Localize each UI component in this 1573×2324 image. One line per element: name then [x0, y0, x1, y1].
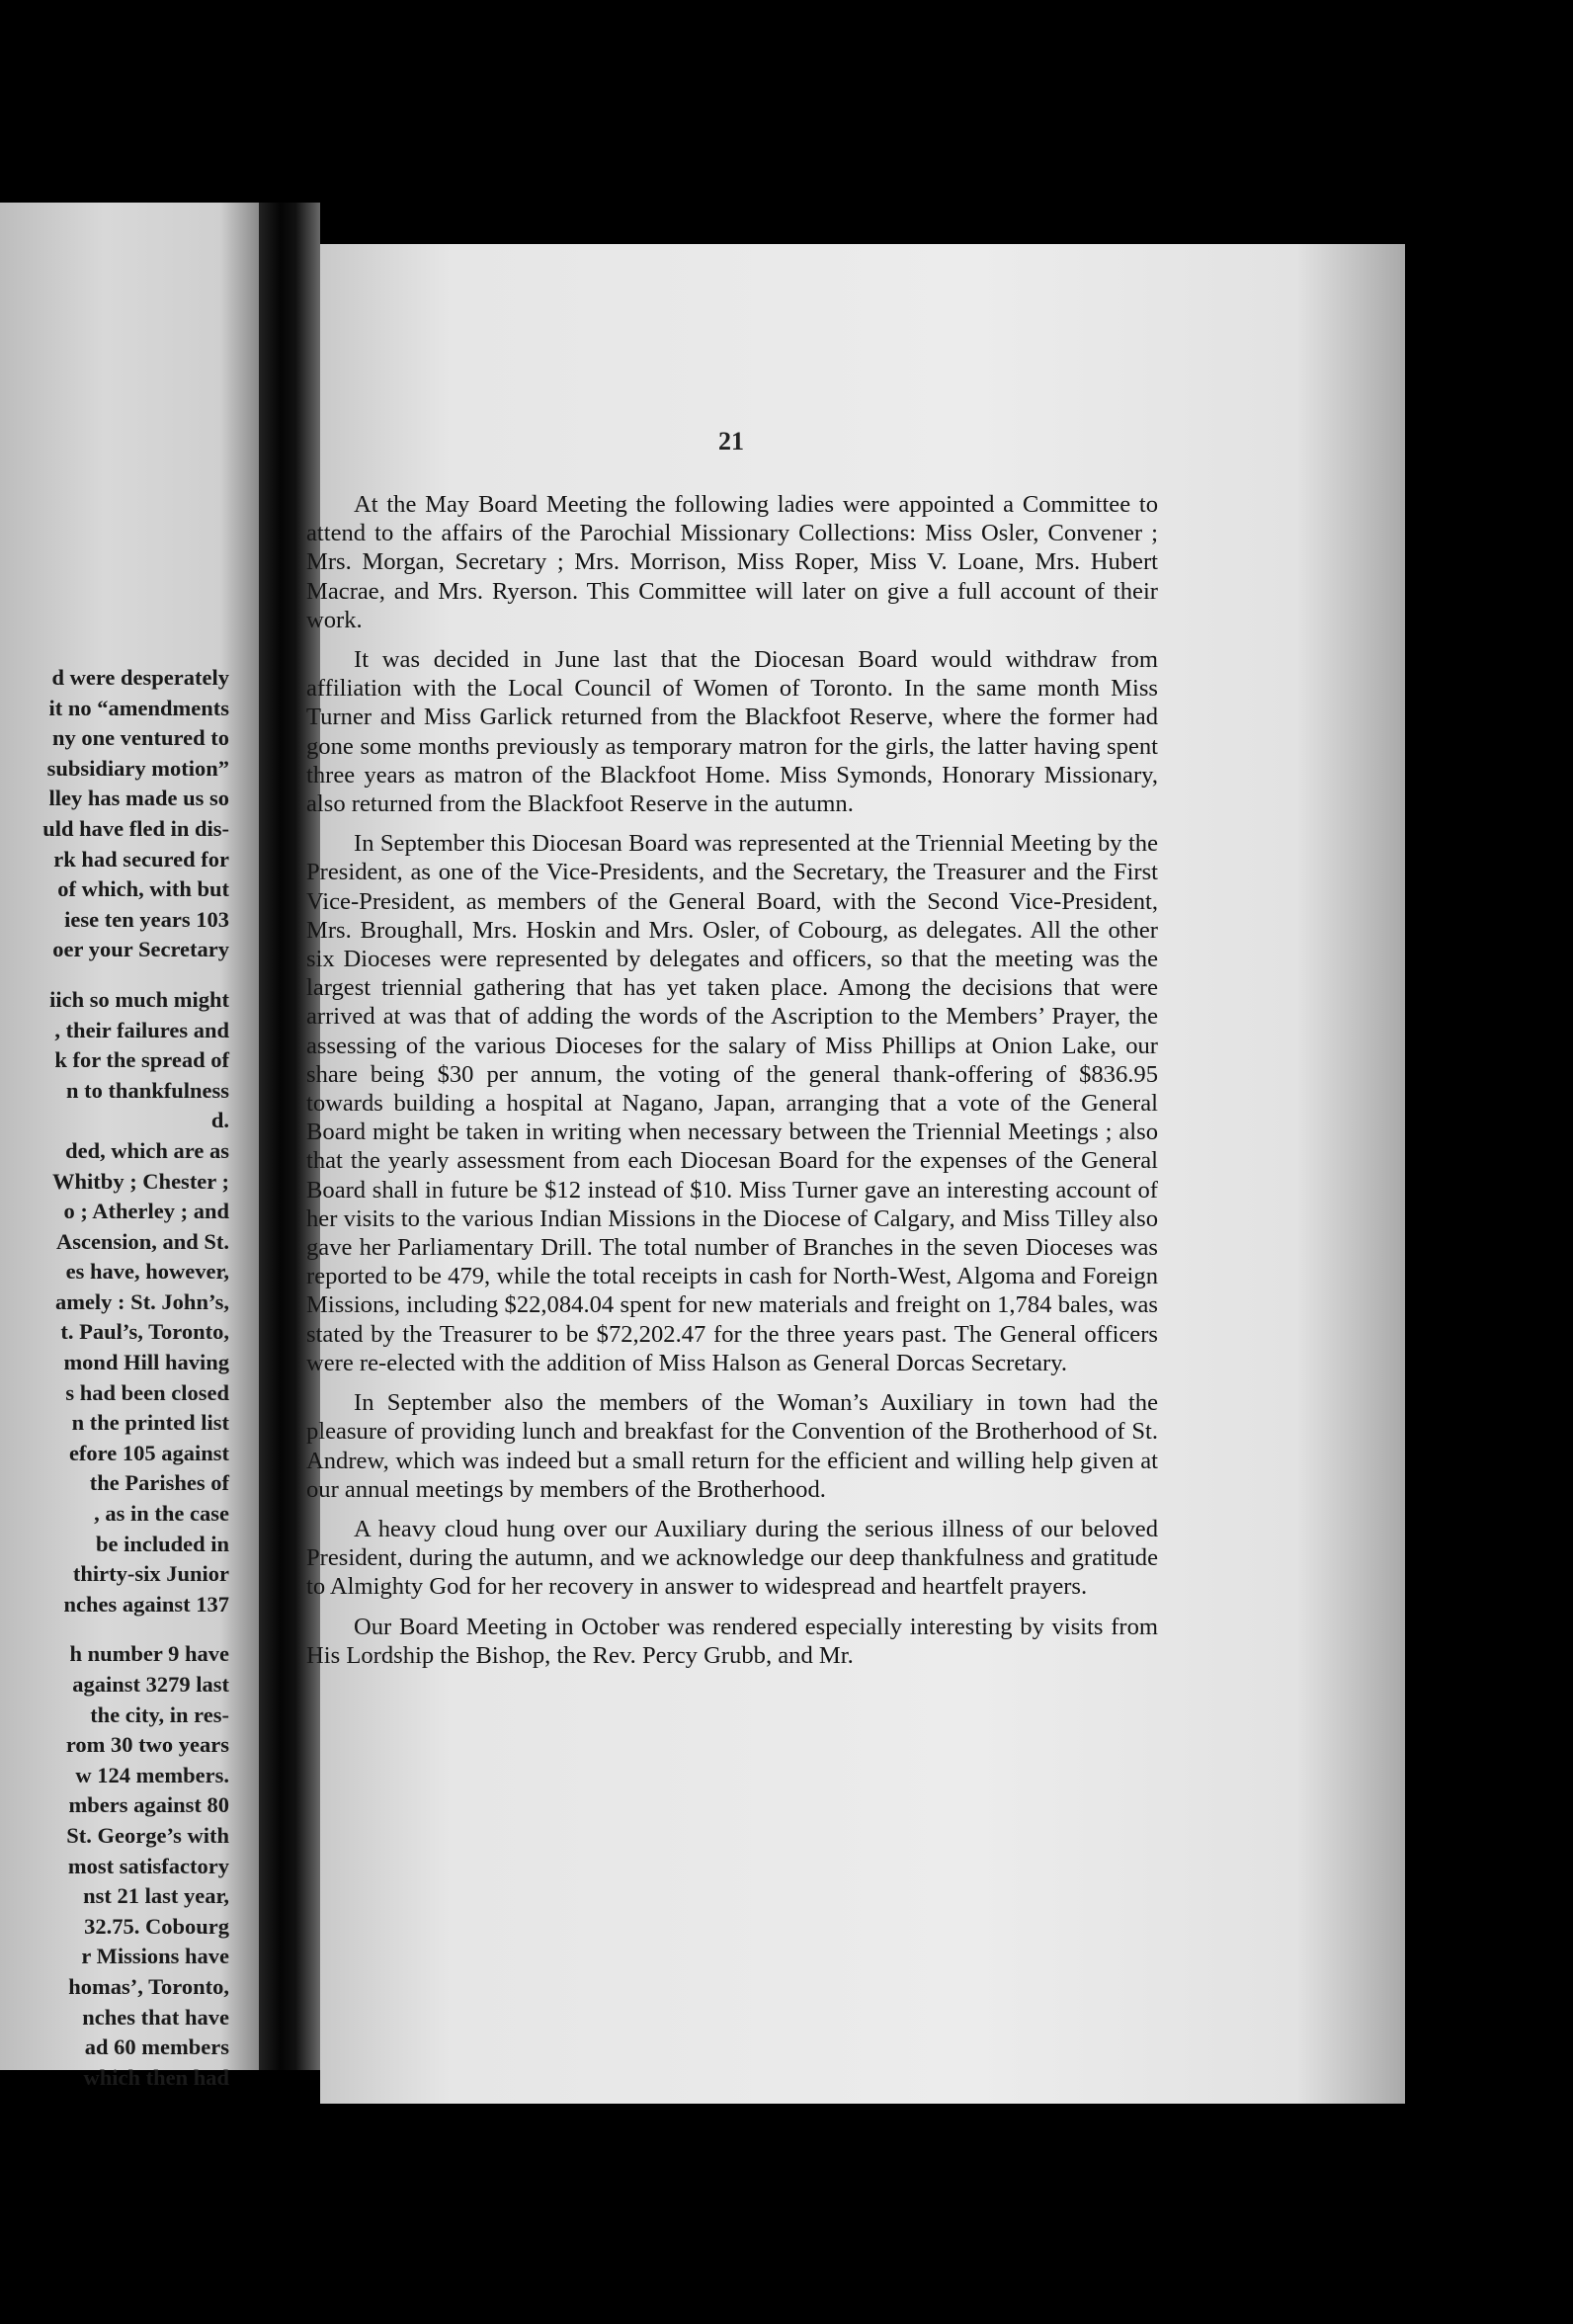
text-line: , as in the case	[94, 1501, 229, 1527]
text-line: es have, however,	[65, 1259, 229, 1285]
text-line: nches that have	[82, 2004, 229, 2030]
page-body	[306, 490, 1158, 1670]
text-line: it no “amendments	[48, 695, 229, 720]
text-line: ded, which are as	[65, 1137, 229, 1163]
text-line: 32.75. Cobourg	[84, 1913, 229, 1939]
text-line: thirty-six Junior	[72, 1561, 229, 1587]
text-line: w 124 members.	[75, 1762, 229, 1787]
text-line: uld have fled in dis-	[42, 815, 229, 841]
text-line: the Parishes of	[89, 1470, 229, 1496]
paragraph-october-meeting: Our Board Meeting in October was rendered especially interesting by visits from His Lordship the Bishop, the Rev. Percy Grubb, and Mr.	[306, 1613, 1158, 1669]
text-line: n the printed list	[71, 1410, 229, 1436]
paragraph-triennial: In September this Diocesan Board was represented at the Triennial Meeting by the President, as one of the Vice-Presidents, and the Secretary, the Treasurer and the First Vice-President, as members of the General Board, with the Second Vice-President, Mrs. Broughall, Mrs. Hoskin and Mrs. Osler, of Cobourg, as delegates. All the other six Dioceses were represented by delegates and officers, so that the meeting was the largest triennial gathering that has yet taken place. Among the decisions that were arrived at was that of adding the words of the Ascription to the Members’ Prayer, the assessing of the various Dioceses for the salary of Miss Phillips at Onion Lake, our share being $30 per annum, the voting of the general thank-offering of $836.95 towards building a hospital at Nagano, Japan, arranging that a vote of the General Board might be taken in writing when necessary between the Triennial Meetings ; also that the yearly assessment from each Diocesan Board for the expenses of the General Board shall in future be $12 instead of $10. Miss Turner gave an interesting account of her visits to the various Indian Missions in the Diocese of Calgary, and Miss Tilley also gave her Parliamentary Drill. The total number of Branches in the seven Dioceses was reported to be 479, while the total receipts in cash for North-West, Algoma and Foreign Missions, including $22,084.04 spent for new materials and freight on 1,784 bales, was stated by the Treasurer to be $72,202.47 for the three years past. The General officers were re-elected with the addition of Miss Halson as General Dorcas Secretary.	[306, 830, 1158, 1376]
text-line: mbers against 80	[68, 1792, 229, 1818]
text-line: n to thankfulness	[65, 1077, 229, 1103]
text-line: be included in	[95, 1531, 229, 1556]
text-line: iese ten years 103	[64, 906, 229, 932]
text-line: of which, with but	[57, 876, 229, 902]
paragraph-gap	[0, 1619, 229, 1639]
text-line: most satisfactory	[67, 1853, 229, 1878]
text-line: amely : St. John’s,	[54, 1288, 229, 1314]
text-line: d were desperately	[51, 665, 229, 690]
text-line: efore 105 against	[68, 1440, 229, 1465]
text-line: St. George’s with	[66, 1822, 229, 1848]
text-line: the city, in res-	[90, 1702, 229, 1727]
previous-page-text	[0, 663, 229, 2093]
paragraph-committee: At the May Board Meeting the following ladies were appointed a Committee to attend to the affairs of the Parochial Missionary Collections: Miss Osler, Convener ; Mrs. Morgan, Secretary ; Mrs. Morrison, Miss Roper, Miss V. Loane, Mrs. Hubert Macrae, and Mrs. Ryerson. This Committee will later on give a full account of their work.	[306, 491, 1158, 633]
previous-page	[0, 203, 259, 2090]
text-line: h number 9 have	[69, 1641, 229, 1667]
text-line: k for the spread of	[54, 1047, 229, 1073]
text-line: iich so much might	[49, 986, 229, 1012]
text-line: mond Hill having	[63, 1350, 229, 1375]
text-line: nst 21 last year,	[83, 1883, 229, 1909]
text-line: r Missions have	[81, 1944, 229, 1969]
text-line: d.	[210, 1108, 229, 1133]
paragraph-brotherhood: In September also the members of the Woman’s Auxiliary in town had the pleasure of providing lunch and breakfast for the Convention of the Brotherhood of St. Andrew, which was indeed but a small return for the efficient and willing help given at our annual meetings by members of the Brotherhood.	[306, 1389, 1158, 1503]
paragraph-illness: A heavy cloud hung over our Auxiliary during the serious illness of our beloved President, during the autumn, and we acknowledge our deep thankfulness and gratitude to Almighty God for her recovery in answer to widespread and heartfelt prayers.	[306, 1515, 1158, 1601]
text-line: oer your Secretary	[52, 937, 229, 962]
text-line: which then had	[83, 2064, 229, 2090]
text-line: Ascension, and St.	[55, 1228, 229, 1254]
text-line: o ; Atherley ; and	[63, 1199, 229, 1224]
text-line: rk had secured for	[53, 846, 229, 872]
text-line: lley has made us so	[48, 786, 229, 811]
text-line: rom 30 two years	[65, 1732, 229, 1758]
text-line: ad 60 members	[84, 2034, 229, 2060]
text-line: t. Paul’s, Toronto,	[60, 1319, 229, 1345]
text-line: s had been closed	[65, 1379, 229, 1405]
paragraph-gap	[0, 965, 229, 985]
text-line: homas’, Toronto,	[68, 1973, 229, 1999]
text-line: nches against 137	[63, 1591, 229, 1617]
text-line: ny one ventured to	[52, 725, 229, 751]
paragraph-affiliation: It was decided in June last that the Diocesan Board would withdraw from affiliation with the Local Council of Women of Toronto. In the same month Miss Turner and Miss Garlick returned from the Blackfoot Reserve, where the former had gone some months previously as temporary matron for the girls, the latter having spent three years as matron of the Blackfoot Home. Miss Symonds, Honorary Missionary, also returned from the Blackfoot Reserve in the autumn.	[306, 646, 1158, 818]
text-line: subsidiary motion”	[46, 755, 229, 781]
text-line: against 3279 last	[72, 1672, 229, 1697]
text-line: Whitby ; Chester ;	[52, 1168, 229, 1194]
page-number: 21	[718, 427, 744, 456]
text-line: , their failures and	[54, 1017, 229, 1042]
